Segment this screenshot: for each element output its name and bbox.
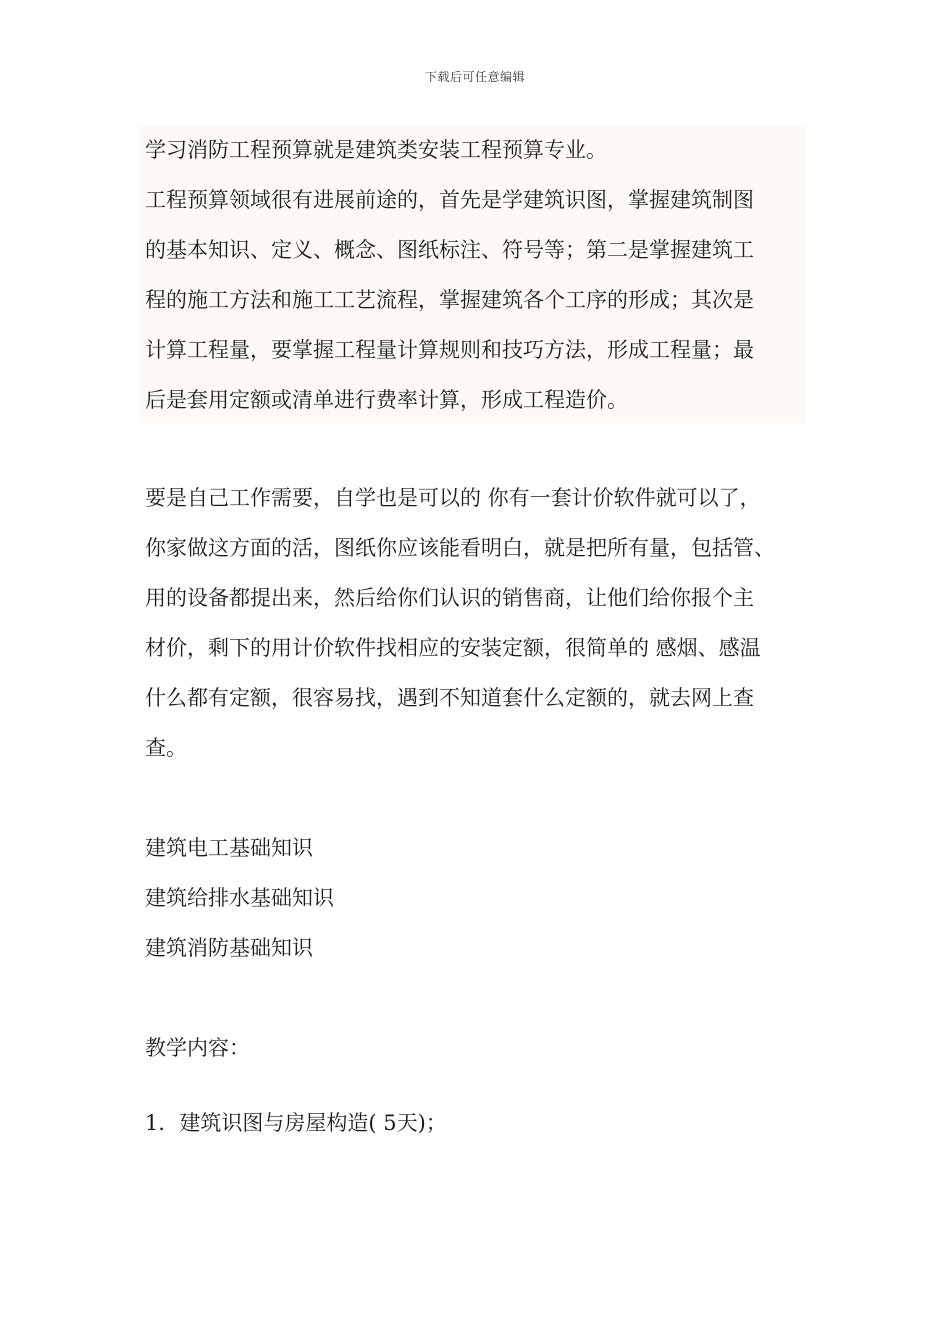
teaching-heading: 教学内容： <box>145 1036 250 1060</box>
advice-line-3: 用的设备都提出来，然后给你们认识的销售商，让他们给你报个主 <box>145 586 754 610</box>
intro-line-5: 计算工程量，要掌握工程量计算规则和技巧方法，形成工程量；最 <box>145 338 754 362</box>
topic-plumbing: 建筑给排水基础知识 <box>145 886 334 910</box>
topic-fire-protection: 建筑消防基础知识 <box>145 936 313 960</box>
teaching-item-1: 1．建筑识图与房屋构造( 5天)； <box>145 1111 447 1135</box>
advice-line-6: 查。 <box>145 736 187 760</box>
topic-electrical: 建筑电工基础知识 <box>145 836 313 860</box>
intro-line-2: 工程预算领域很有进展前途的，首先是学建筑识图，掌握建筑制图 <box>145 188 754 212</box>
advice-line-2: 你家做这方面的活，图纸你应该能看明白，就是把所有量，包括管、 <box>145 536 775 560</box>
page-header: 下载后可任意编辑 <box>424 70 525 84</box>
advice-line-1: 要是自己工作需要，自学也是可以的 你有一套计价软件就可以了， <box>145 486 761 510</box>
advice-line-4: 材价，剩下的用计价软件找相应的安装定额，很简单的 感烟、感温 <box>145 636 761 660</box>
intro-line-1: 学习消防工程预算就是建筑类安装工程预算专业。 <box>145 138 607 162</box>
intro-line-6: 后是套用定额或清单进行费率计算，形成工程造价。 <box>145 388 628 412</box>
intro-line-3: 的基本知识、定义、概念、图纸标注、符号等；第二是掌握建筑工 <box>145 238 754 262</box>
highlighted-paragraph-background <box>140 126 806 423</box>
intro-line-4: 程的施工方法和施工工艺流程，掌握建筑各个工序的形成；其次是 <box>145 288 754 312</box>
advice-line-5: 什么都有定额，很容易找，遇到不知道套什么定额的，就去网上查 <box>145 686 754 710</box>
